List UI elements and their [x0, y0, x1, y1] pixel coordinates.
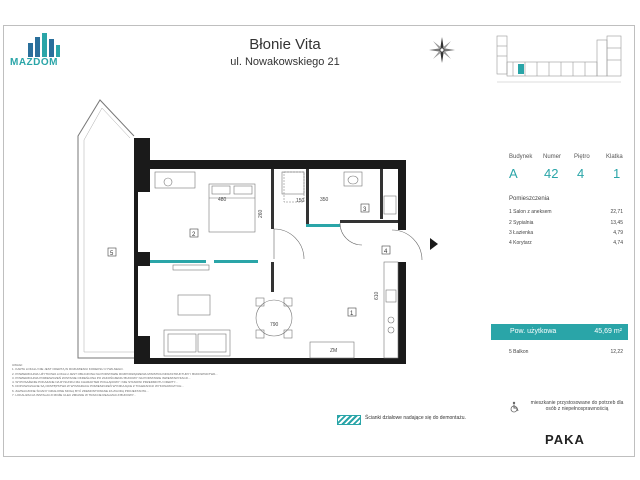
staircase-value: 1 — [613, 166, 621, 181]
room-number: 4 — [384, 249, 388, 255]
dim-label: 610 — [374, 291, 380, 300]
rooms-title: Pomieszczenia — [509, 196, 550, 202]
room-label: 2 Sypialnia — [509, 220, 534, 226]
project-address: ul. Nowakowskiego 21 — [230, 56, 340, 68]
note-line: 1. KARTA LOKALU NIE JEST OFERTĄ W ROZUMIENIU KODEKSU CYWILNEGO. — [12, 367, 124, 372]
dining-table — [256, 298, 292, 338]
usable-area-value: 45,69 m² — [594, 328, 622, 335]
dim-label: 480 — [218, 197, 227, 203]
legend-text: Ścianki działowe nadające się do demontażu. — [365, 415, 466, 421]
note-line: 6. ZAZNACZONE ŚCIANY DZIAŁOWE MOGĄ BYĆ ZDEMONTOWANE ZA ZGODĄ PROJEKTANTA... — [12, 388, 149, 393]
note-line: UWAGI: — [12, 363, 23, 367]
bathroom-fixtures — [282, 172, 396, 214]
project-title: Błonie Vita — [249, 36, 321, 53]
entrance-arrow-icon — [430, 238, 438, 250]
room-number: 5 — [110, 251, 114, 257]
fixture-zm-label: ZM — [330, 348, 338, 354]
brand-name: MAZDOM — [10, 57, 58, 68]
note-line: 4. WYPOSAŻENIE POKAZANE NA RYSUNKU MA CHARAKTER POGLĄDOWY I NIE STANOWI PRZEDMIOTU OFERTY... — [12, 380, 178, 385]
room-marker — [190, 229, 198, 238]
removable-walls — [150, 224, 340, 263]
number-header: Numer — [543, 154, 562, 160]
sofa — [164, 330, 230, 356]
room-marker — [108, 248, 116, 257]
kitchen-units — [384, 262, 398, 358]
note-line: 7. LOKALIZACJA INSTALACJI MOŻE ULEC ZMIANIE W TRAKCIE REALIZACJI BUDOWY... — [12, 393, 136, 398]
bed — [209, 184, 255, 232]
room-number: 3 — [363, 207, 367, 213]
dim-label: 150 — [296, 198, 305, 204]
usable-area-label: Pow. użytkowa — [510, 328, 557, 335]
dim-label: 260 — [258, 209, 264, 218]
note-line: 5. DOPUSZCZALNE SĄ ODSTĘPSTWA W WYMIARACH POMIESZCZEŃ WYNIKAJĄCE Z TOLERANCJI WYKONAWCZYCH... — [12, 384, 184, 389]
room-marker — [382, 246, 390, 255]
room-area: 4,74 — [613, 240, 623, 246]
interior-walls — [271, 169, 398, 292]
room-area: 22,71 — [610, 209, 623, 215]
room-number: 1 — [350, 311, 354, 317]
staircase-header: Klatka — [606, 154, 623, 160]
balcony-area: 12,22 — [610, 349, 623, 355]
balcony-outline — [78, 100, 134, 358]
note-line: 2. POWIERZCHNIA UŻYTKOWA LOKALU JEST OBLICZONA NA PODSTAWIE ROZPORZĄDZENIA MINISTRA INFRASTRUKTURY I BUDOWNICTWA... — [12, 371, 218, 376]
accessibility-text: mieszkanie przystosowane do potrzeb dla osób z niepełnosprawnością — [530, 400, 624, 412]
floor-header: Piętro — [574, 154, 590, 160]
room-area: 4,79 — [613, 230, 623, 236]
room-label: 1 Salon z aneksem — [509, 209, 552, 215]
desk — [155, 172, 195, 188]
balcony-label: 5 Balkon — [509, 349, 529, 355]
room-number: 2 — [192, 232, 196, 238]
building-value: A — [509, 166, 518, 181]
building-header: Budynek — [509, 154, 533, 160]
developer-logo: PAKA — [545, 432, 585, 447]
note-line: 3. POWIERZCHNIA POMIESZCZEŃ ZOSTANIE OKREŚLONA PO ZAKOŃCZENIU BUDOWY NA PODSTAWIE INWENTARYZACJI... — [12, 375, 191, 380]
coffee-table — [178, 295, 210, 315]
dim-label: 350 — [320, 197, 329, 203]
chair-icon — [164, 178, 172, 186]
room-area: 13,45 — [610, 220, 623, 226]
room-label: 3 Łazienka — [509, 230, 534, 236]
dim-label: 790 — [270, 322, 279, 328]
room-marker — [348, 308, 356, 317]
floor-value: 4 — [577, 166, 585, 181]
room-label: 4 Korytarz — [509, 240, 532, 246]
wardrobe — [173, 265, 209, 270]
number-value: 42 — [544, 166, 559, 181]
room-marker — [361, 204, 369, 213]
